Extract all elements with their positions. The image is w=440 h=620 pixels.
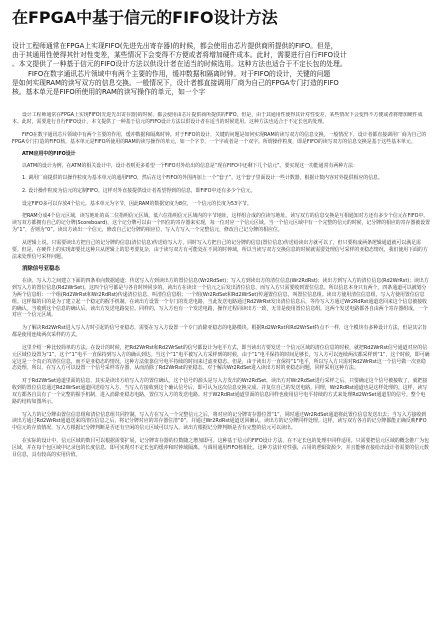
body-paragraph: 设计工程师通常在FPGA上实现FIFO(先进先出寄存器)的时候，都会使用由芯片提供商所提供的FIFO。但是，由于其通用性使得其针对性变差，某些情况下会变得不方便或者将增加硬件成本。此时，需要进行自行FIFO设计。本文提供了一种基于信元的FIFO设计方法以供设计者在适当的时候选用。这种方法也适合于不定长包的处理。 [12, 112, 423, 125]
lead-line: 是如何实现RAM的读写双方的信息交换。一般情况下，设计者都直接调用厂商为自己的FPGA专门打造的FIFO [12, 78, 339, 87]
body-paragraph: 写入方的记分牌由置位信息组和清位信息组共同控制。写入方在写入一个完整信元之后，将对应的记分牌寄存器位置“1”，同时通过Wr2RdSet通道将此置位信息发送出去；当写入方接收到读出方通过Rd2WrRst通道送来的清位信息之后，将记分牌对应的寄存器位清“0”，并通过Wr2RdRst通道送回确认。读出方的记分牌同样处理。这样，读写双方各自的记分牌都能正确反映FIFO中信元的存放情况，写入方根据记分牌判断是否还有空闲的信元区域可以写入，读出方根据记分牌判断是否有完整的信元可以读出。 [12, 411, 427, 432]
body-paragraph: 以ATM的设计为例，在ATM的相关设计中，设计者则更多希望一个FIFO对外给出的信息是“现在FIFO中还剩下几个信元”。要实现这一功能通常有两种方法： [22, 162, 358, 169]
body-paragraph: 在读、写入方之间建立下面的四条单向数据通道：传送写入方到读出方的置位信息(Wr2RdSet)；写入方到读出方的清位信息(Wr2RdRst)；读出方到写入方的清位信息(Rd2WrRst)；读出方到写入方的置位信息(Rd2WrSet)。这四个信号都是与各自时钟同步的。读出方在读出一个信元之后发出清位信息，而写入方只需要收到置位信息。所以信息本身只有两个。四条通道可以被划分为两个信息组：一个组(Rd2WrRst和Wr2RdRst)传递清位信息，叫清位信息组；一个组(Wr2RdSet和Rd2WrSet)传递置位信息，叫置位信息组。读出方使用清位信息组，写入方使用置位信息组。这样做的目的是为了建立起一个稳定的握手机制。在读出方设置一个专门的发送电路，当此发送电路通过Rd2WrRst发出清位信息后，等待写入方通过Wr2RdRst通道送回来这个信息被接收的确认。当收到这个信息的确认后，读出方发送电路复位。同样的，写入方也有一个发送电路，操作过程同读出方一致，无非是使用置位信息组。这两个发送电路都各自由两个寄存器组成，一个对应一个信元区域。 [12, 277, 429, 319]
body-paragraph: 设定FIFO多可以存放4个信元。基本单元为字节，因此RAM的数据宽度为8位，一个信元的长度为53字节。 [22, 200, 252, 207]
body-paragraph: 这里介绍一种比较简单的方法。在设计的时候，把Rd2WrRst和Rd2WrSet的信号都设计为电平方式，即当读出方要发送一个信元区域的清位信息的时候，就把Rd2WrRst信号通道对应的信元区域位设置为“1”。这个“1”电平一直保持到写入方的确认到达。当这个“1”电平被写入方采样到的时候，由于“1”电平保持的时间足够长，写入方可以连续两次都采样到“1”，这个时候，即可确定这是一个真正的清位信息，而不是亚稳态的情况。这种方法依靠信号电平持续的时间来过滤亚稳态。但是，由于读出方一直保持“1”电平，所以写入方只需对Rd2WrRst这一个信号做一次亚稳态处理。所以，在写入方可以设置一个信号采样寄存器，从而消除了Rd2WrRst的亚稳态。对于解决Wr2RdSet进入读出方时的亚稳态问题，同样采用这种方法。 [12, 344, 430, 372]
lead-line: 由于其通用性使得其针对性变差，某些情况下会变得不方便或者将增加硬件成本。此时，需要进行自行FIFO设计 [12, 51, 347, 60]
lead-line: FIFO在数字通讯芯片领域中有两个主要的作用，缓冲数据和隔离时钟。对于FIFO的设计，关键的问题 [28, 69, 331, 78]
body-paragraph: 为了解决Rd2WrRst进入写入方时引起的信号亚稳态，需要在写入方设置一个专门消除亚稳态的电路模块。根据Rd2WrRst和Rd2WrSet特点不一样，这个模块有多种设计方法，但是其宗旨都是使用连续两次采样的方式。 [12, 325, 428, 339]
body-paragraph: 从逻辑上说，只需要读出方把自己的记分牌的信息(清位信息)传送给写入方，同时写入方把自己的记分牌的信息(置位信息)传送给读出方就可以了，但只要构成两条逻辑通道就可以满足需要。但是，在硬件上的实现却要比这种只从逻辑上的思考要复杂，由于读写双方有可能处在不同的时钟域，所以当读写双方交换信息的时候就需要处理信号采样的亚稳态情况，我们使用下面的方法来处理信号采样问题。 [12, 239, 428, 260]
section-heading: ATM应用中的FIFO设计 [22, 151, 76, 158]
section-heading: 消除信号亚稳态 [22, 266, 60, 273]
body-paragraph: 把RAM分成4个信元区域，读写地址的高二位指明信元区域，低六位指明信元区域内的字节地址，这样组合成的位读写地址。读写双方的信息交换是互相通知对方还有多少个信元在FIFO中。读写双方都拥有自己的记分牌(Scoreboard)，这个记分牌可以由一个四位的寄存器来实现，每一位对应一个信元区域。当一个信元区域中有一个完整的信元的时候，记分牌的相应的寄存器被设置为“1”，否则为“0”。读出方读出一个信元，修改自己记分牌的相应位，写入方写入一个完整信元，修改自己记分牌的相应位。 [12, 213, 430, 234]
lead-paragraph [12, 42, 430, 97]
body-paragraph: 在实际的设计中，信元区域的数目可以根据需要扩展，记分牌寄存器的位数随之增加即可。这种基于信元的FIFO设计方法，在不定长包的处理中同样适用，只需要把信元区域的概念推广为包区域，并在每个包区域中记录包的长度信息，即可实现对不定长包的缓冲和时钟域隔离。与调用通用FIFO核相比，这种方法针对性强，占用的逻辑资源少，并且能够直接给出设计者需要的信元数目信息，具有较高的实用价值。 [12, 438, 430, 458]
page-title: 在FPGA中基于信元的FIFO设计方法 [12, 8, 278, 27]
body-paragraph: 2. 设计操作粒度为信元的定制FIFO。这样对外直接提供设计者希望得到的信息，即FIFO中还有多少个信元。 [22, 188, 256, 195]
body-paragraph: 1. 调用厂商提供的以操作粒度为基本单元的通用FIFO，然后在这个FIFO的外围再加上一个“套子”。这个套子里面设计一些计数器，根据计数内容对外提供相应的信息。 [22, 175, 383, 182]
article-body [12, 112, 430, 618]
body-paragraph: 对于Rd2WrSet通道里面的信息，其实是读出方给写入方的置位确认。这个信号的源头是写入方发出的Wr2RdSet，读出方对Wr2RdSet进行采样之后，只要确定这个信号被接收了，就把接收到的置位信息通过Rd2WrSet通道回送给写入方，当写入方接收到这个确认信号后，即可认为这次信息交换完成，并复位自己的发送电路。同理，Wr2RdRst通道也是这样处理的。这样，读写双方都各自具有了一个完整的握手机制，进入消除亚稳态电路，置位写入方的发送电路。对于W2RdRst通道里面的信息同样也使用信号电平持续的方式来处理Rd2WrSet通道里的信号。整个电路的结构如图所示。 [12, 378, 428, 405]
lead-line: 核。基本单元是FIFO所使用的RAM的读写操作的单元，如一个字 [12, 88, 206, 97]
lead-line: 设计工程师通常在FPGA上实现FIFO(先进先出寄存器)的时候，都会使用由芯片提供商所提供的FIFO。但是， [12, 42, 338, 50]
body-paragraph: FIFO在数字通讯芯片领域中有两个主要的作用，缓冲数据和隔离时钟。对于FIFO的设计，关键的问题是如何实现RAM的读写双方的信息交换。一般情况下，设计者都直接调用厂商为自己的FPGA专门打造的FIFO核。基本单元是FIFO所使用的RAM的读写操作的单元，如一个字节，一个字或者是一个双字。所谓操作粒度，即是FIFO的读写双方的信息交换是基于这些基本单元。 [12, 131, 427, 145]
lead-line: 。本文提供了一种基于信元的FIFO设计方法以供设计者在适当的时候选用。这种方法也适合于不定长包的处理。 [12, 60, 347, 69]
